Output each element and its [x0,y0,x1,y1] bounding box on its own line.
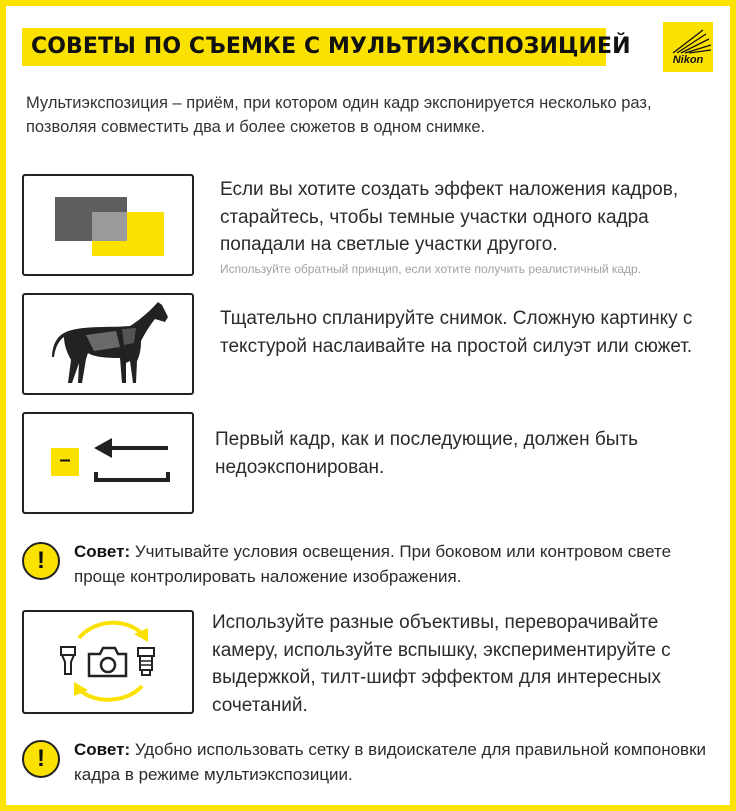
advice-label: Совет: [74,740,131,759]
camera-lens-flash-icon [24,612,192,712]
tip-card-underexposure [22,412,194,514]
tip-text-overlay: Если вы хотите создать эффект наложения кадров, старайтесь, чтобы темные участки одного кадра попадали на светлые участки другого. [220,179,679,255]
intro-text: Мультиэкспозиция – приём, при котором один кадр экспонируется несколько раз, позволяя совместить два и более сюжетов в одном снимке. [26,94,652,136]
advice-grid [74,737,724,787]
advice-text: Учитывайте условия освещения. При боковом или контровом свете проще контролировать наложение изображения. [74,542,672,586]
tip-card-overlay [22,174,194,276]
tip-card-silhouette [22,293,194,395]
advice-label: Совет: [74,542,131,561]
advice-text: Удобно использовать сетку в видоискателе для правильной компоновки кадра в режиме мультиэкспозиции. [74,740,707,784]
exclamation-icon: ! [22,542,60,580]
minus-sign: – [59,449,71,471]
tip-card-experiment [22,610,194,714]
logo-rays-icon [663,22,713,54]
underexposure-icon [24,414,192,512]
horse-silhouette-icon [24,295,192,393]
exclamation-icon: ! [22,740,60,778]
tip-note: Используйте обратный принцип, если хотите получить реалистичный кадр. [220,262,642,276]
advice-lighting [74,539,724,589]
tip-text-experiment: Используйте разные объективы, переворачивайте камеру, используйте вспышку, экспериментируйте с выдержкой, тилт-шифт эффектом для интересных сочетаний. [212,612,671,716]
brand-name: Nikon [672,54,704,66]
nikon-logo [663,22,713,72]
overlapping-squares-icon [24,176,192,274]
tip-text-underexposed: Первый кадр, как и последующие, должен быть недоэкспонирован. [215,429,639,478]
title-bar [22,28,631,66]
tip-text-plan: Тщательно спланируйте снимок. Сложную картинку с текстурой наслаивайте на простой силуэт или сюжет. [220,308,693,357]
page-title: СОВЕТЫ ПО СЪЕМКЕ С МУЛЬТИЭКСПОЗИЦИЕЙ [31,34,631,59]
